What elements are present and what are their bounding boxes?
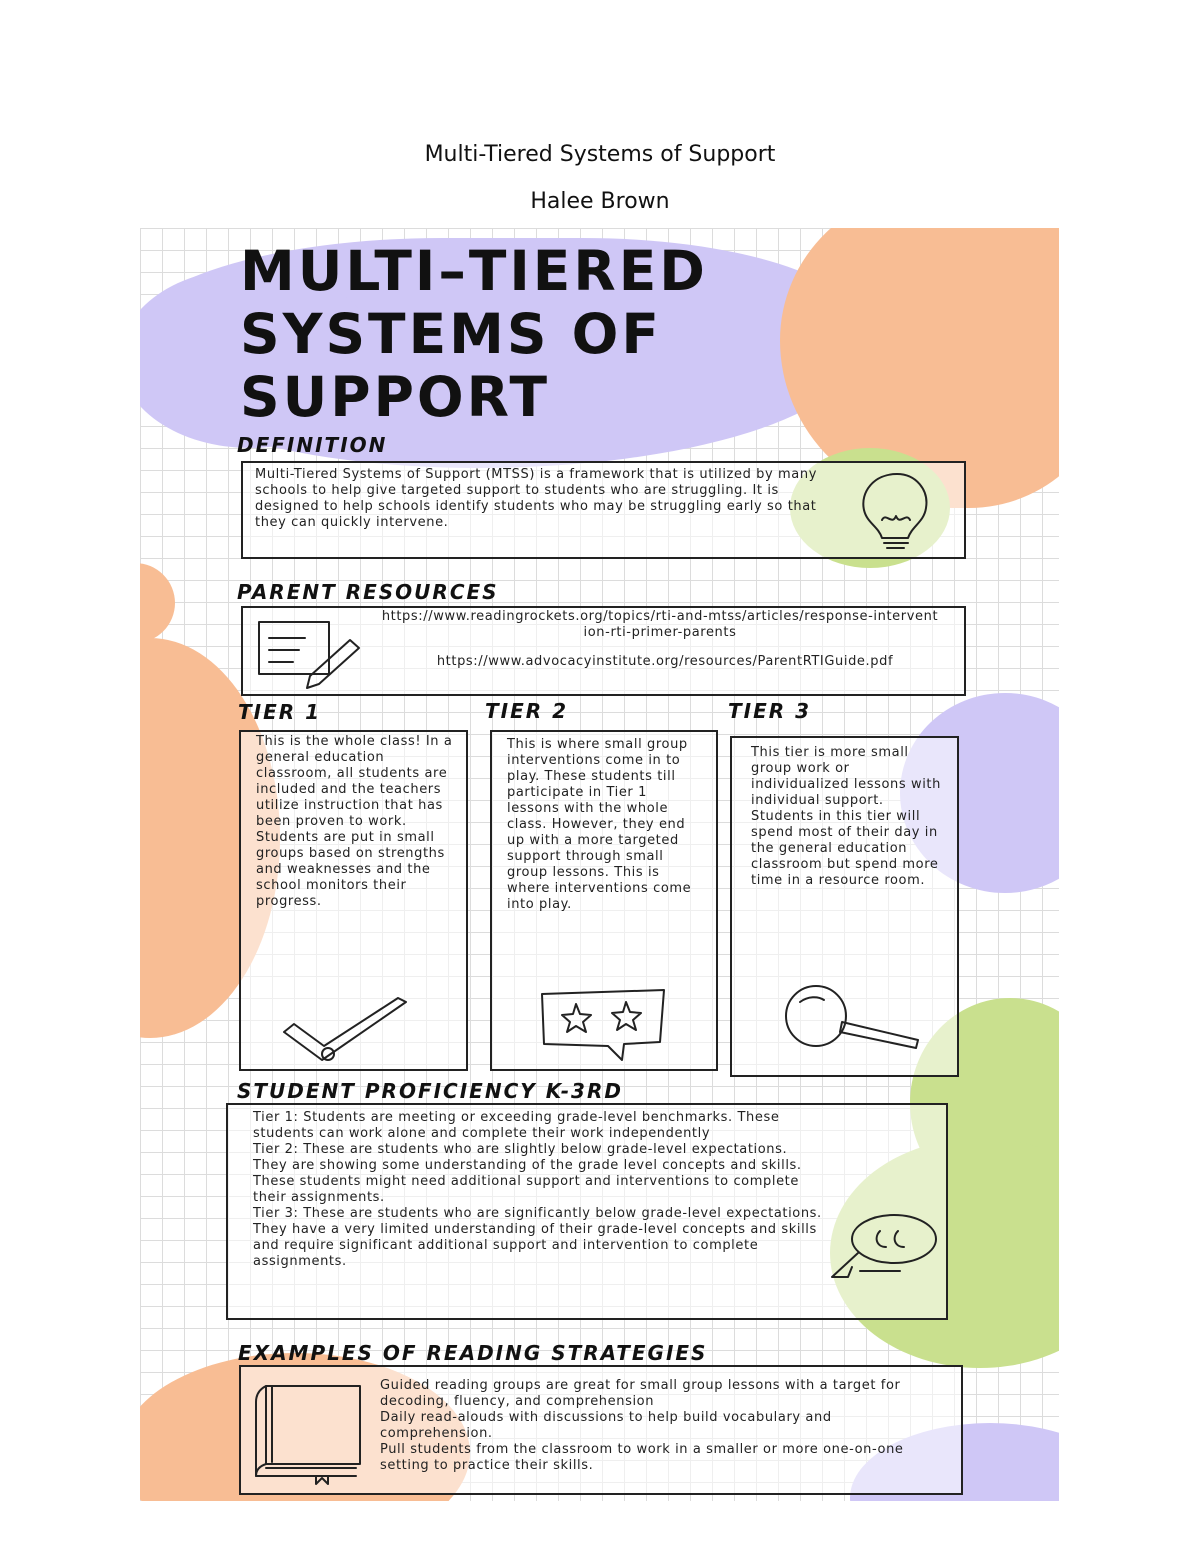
poster-title-line: SYSTEMS OF xyxy=(240,302,662,366)
parent-resources-heading: PARENT RESOURCES xyxy=(237,580,499,604)
parent-resource-link[interactable]: https://www.readingrockets.org/topics/rti-and-mtss/articles/response-intervention-rti-primer-parents xyxy=(381,609,939,640)
strategy-item: Guided reading groups are great for small group lessons with a target for decoding, fluency, and comprehension xyxy=(380,1378,901,1409)
reading-strategies-list xyxy=(380,1378,946,1474)
tier-2-heading: TIER 2 xyxy=(485,699,569,723)
document-pen-icon xyxy=(255,618,365,688)
book-icon xyxy=(252,1380,372,1485)
strategy-item: Daily read-alouds with discussions to help build vocabulary and comprehension. xyxy=(380,1410,832,1441)
star-chat-icon xyxy=(538,986,668,1066)
proficiency-tier-1: Tier 1: Students are meeting or exceeding grade-level benchmarks. These students can work alone and complete their work independently xyxy=(253,1110,780,1141)
tier-1-heading: TIER 1 xyxy=(238,700,322,724)
document-author: Halee Brown xyxy=(530,189,670,214)
student-proficiency-heading: STUDENT PROFICIENCY K-3RD xyxy=(237,1079,623,1103)
definition-text: Multi-Tiered Systems of Support (MTSS) is a framework that is utilized by many schools to help give targeted support to students who are struggling. It is designed to help schools identify students who may be struggling early so that they can quickly intervene. xyxy=(255,467,817,530)
magnifier-icon xyxy=(780,988,925,1048)
tier-1-text: This is the whole class! In a general education classroom, all students are included and the teachers utilize instruction that has been proven to work. Students are put in small groups based on strengths and weaknesses and the school monitors their progress. xyxy=(256,734,453,909)
infographic-poster xyxy=(140,228,1059,1501)
lightbulb-icon xyxy=(852,468,942,553)
student-proficiency-list xyxy=(253,1110,825,1270)
poster-title-line: MULTI–TIERED xyxy=(240,239,708,303)
proficiency-tier-2: Tier 2: These are students who are slightly below grade-level expectations. They are showing some understanding of the grade level concepts and skills. These students might need additional support and interventions to complete their assignments. xyxy=(253,1142,802,1205)
tier-3-text: This tier is more small group work or individualized lessons with individual support. Students in this tier will spend most of their day in the general education classroom but spend more time in a resource room. xyxy=(751,745,941,888)
tier-2-text: This is where small group interventions come in to play. These students till participate in Tier 1 lessons with the whole class. However, they end up with a more targeted support through small group lessons. This is where interventions come into play. xyxy=(507,737,692,912)
strategy-item: Pull students from the classroom to work in a smaller or more one-on-one setting to practice their skills. xyxy=(380,1442,904,1473)
speech-bubble-icon xyxy=(830,1213,940,1283)
definition-heading: DEFINITION xyxy=(237,433,388,457)
document-title: Multi-Tiered Systems of Support xyxy=(424,142,776,167)
checkmark-icon xyxy=(280,996,410,1066)
peach-blob-left-small xyxy=(140,563,175,643)
proficiency-tier-3: Tier 3: These are students who are significantly below grade-level expectations. They have a very limited understanding of their grade-level concepts and skills and require significant additional support and intervention to complete assignments. xyxy=(253,1206,822,1269)
parent-resource-link[interactable]: https://www.advocacyinstitute.org/resources/ParentRTIGuide.pdf xyxy=(436,654,894,669)
poster-title-line: SUPPORT xyxy=(240,365,551,429)
reading-strategies-heading: EXAMPLES OF READING STRATEGIES xyxy=(238,1341,708,1365)
poster-title xyxy=(240,240,708,429)
tier-3-heading: TIER 3 xyxy=(728,699,812,723)
